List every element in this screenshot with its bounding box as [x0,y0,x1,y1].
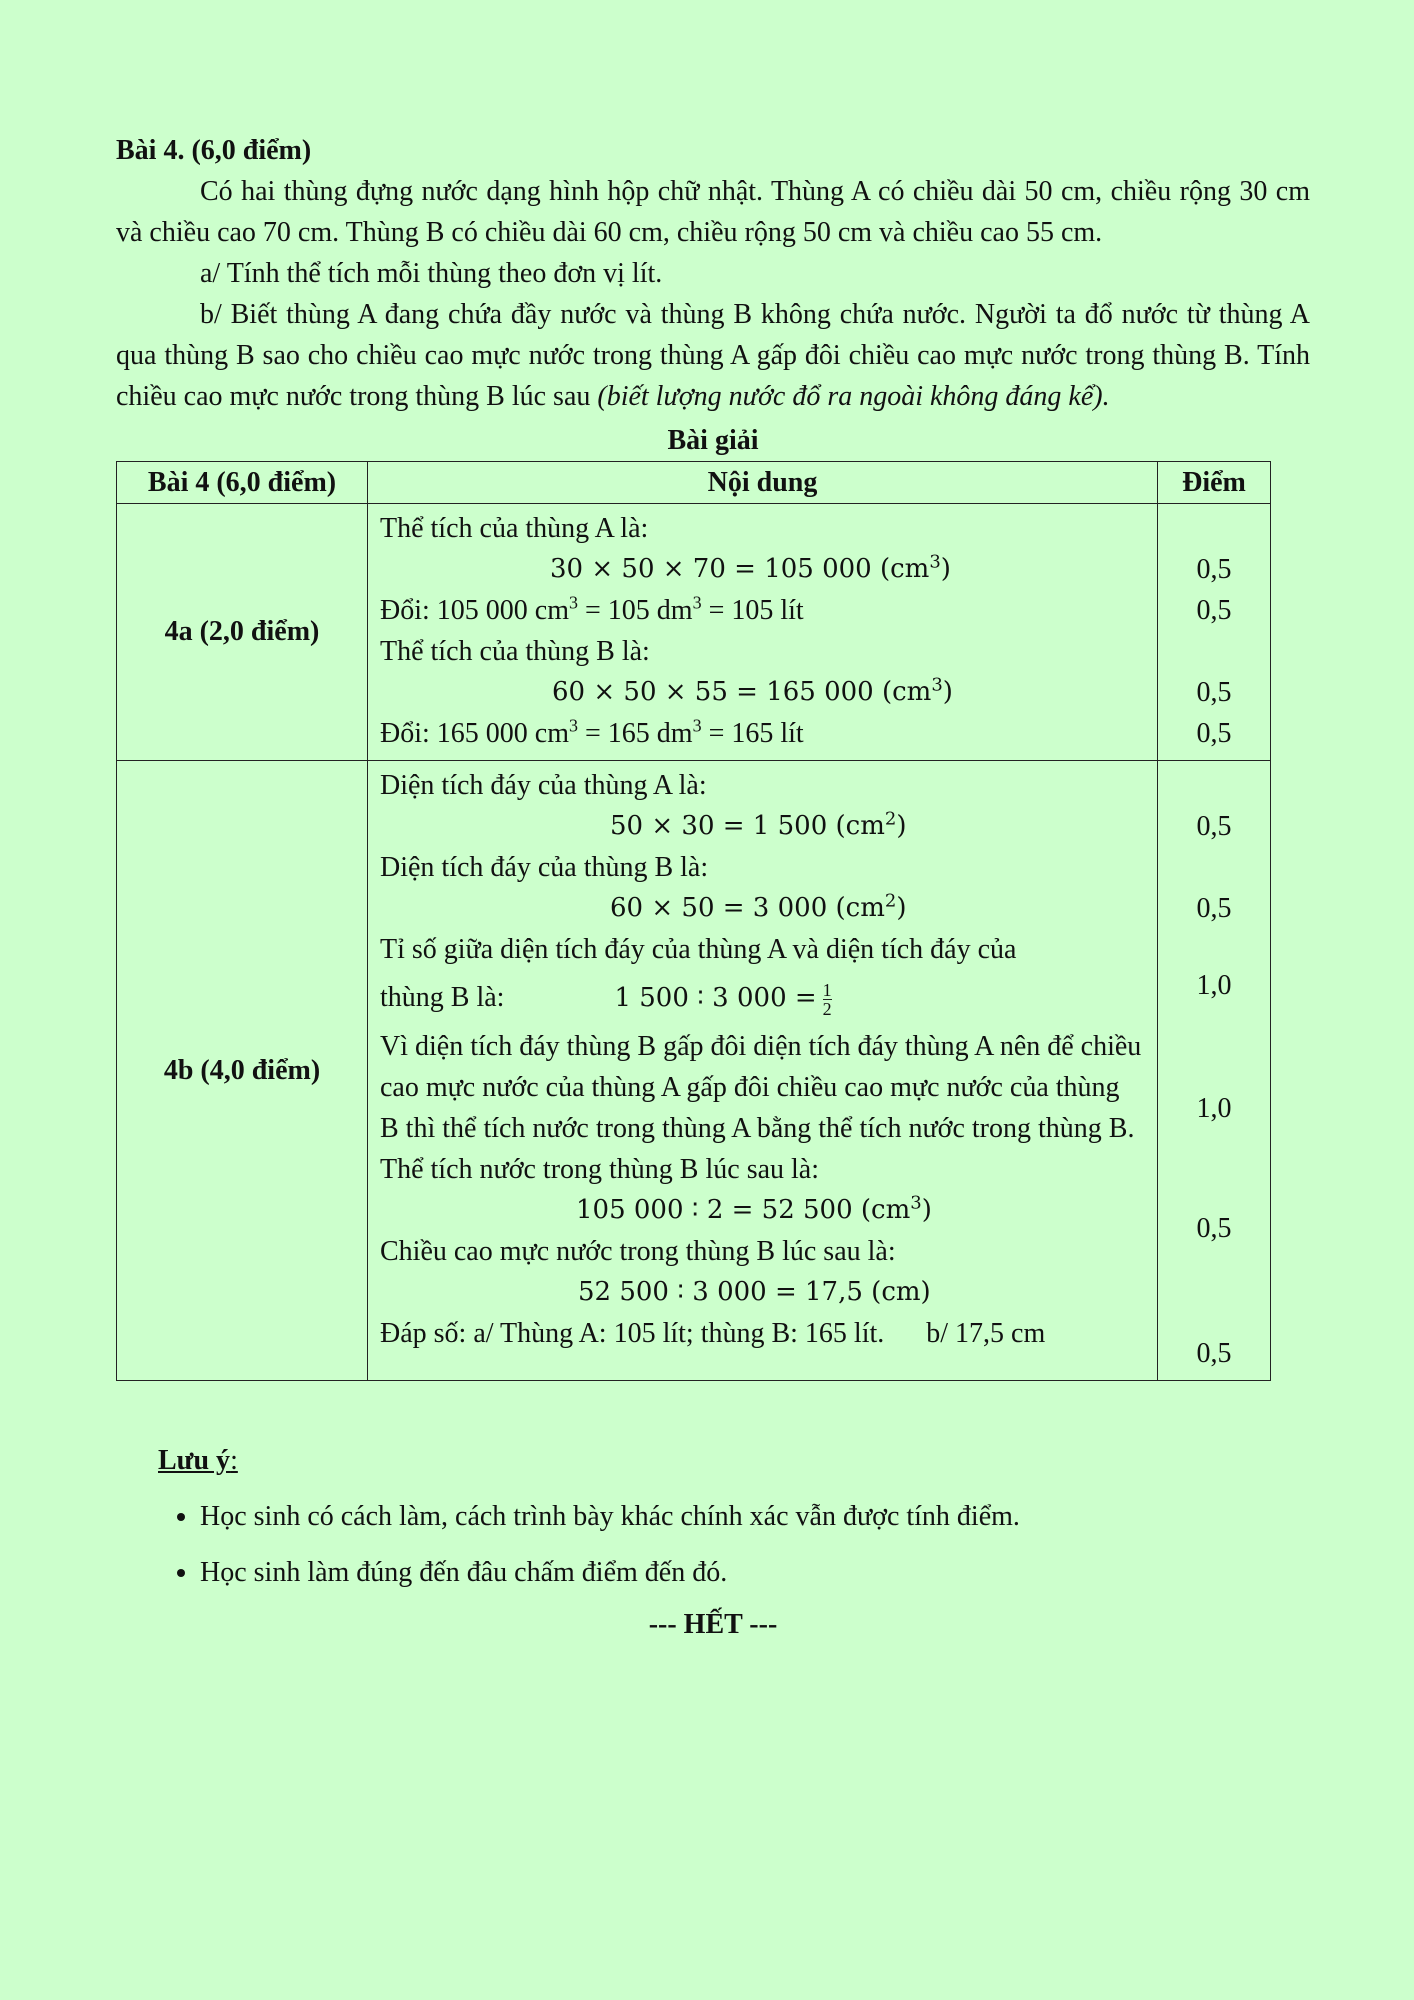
score-value: 0,5 [1196,595,1232,626]
superscript: 3 [910,1192,922,1214]
row-b-answer [380,1313,1145,1354]
row-b-line: Chiều cao mực nước trong thùng B lúc sau là: [380,1236,896,1267]
answer-b: b/ 17,5 cm [926,1318,1046,1349]
superscript: 3 [569,715,578,736]
solution-table [116,461,1271,1381]
superscript: 3 [569,592,578,613]
note-colon: : [230,1445,238,1476]
superscript: 2 [884,808,897,830]
score-value: 0,5 [1196,554,1232,585]
table-header-row [117,462,1271,504]
score-value: 0,5 [1196,893,1232,924]
formula-text: 60 × 50 = 3 000 (cm [610,893,885,923]
convert-text: Đổi: 105 000 cm [380,595,569,626]
row-a-formula [380,549,1145,590]
row-a-scores [1158,504,1271,761]
problem-title: Bài 4. (6,0 điểm) [116,135,312,166]
header-content: Nội dung [368,462,1158,504]
row-b-scores [1158,761,1271,1381]
superscript: 3 [931,674,943,696]
formula-close: ) [942,677,953,707]
document-page [116,130,1310,1641]
row-b-line: Tỉ số giữa diện tích đáy của thùng A và diện tích đáy của [380,934,1017,965]
solution-title: Bài giải [667,425,759,456]
score-value: 0,5 [1196,718,1232,749]
note-heading [158,1441,1310,1481]
row-b-label: 4b (4,0 điểm) [117,761,368,1381]
formula-text: 105 000 ∶ 2 = 52 500 (cm [576,1195,911,1225]
row-a-convert [380,713,1145,754]
row-b-line: Diện tích đáy của thùng A là: [380,770,707,801]
convert-text: = 165 lít [701,718,804,749]
row-a-formula [380,672,1145,713]
answer-a: Đáp số: a/ Thùng A: 105 lít; thùng B: 165 lít. [380,1318,885,1349]
problem-part-b-text: b/ Biết thùng A đang chứa đầy nước và thùng B không chứa nước. Người ta đổ nước từ thùng A qua thùng B sao cho chiều cao mực nước trong thùng A gấp đôi chiều cao mực nước trong thùng B. Tính chiều cao mực nước trong thùng B lúc sau [116,299,1310,412]
note-title: Lưu ý [158,1445,231,1476]
problem-text: Có hai thùng đựng nước dạng hình hộp chữ nhật. Thùng A có chiều dài 50 cm, chiều rộng 30 cm và chiều cao 70 cm. Thùng B có chiều dài 60 cm, chiều rộng 50 cm và chiều cao 55 cm. [116,176,1310,248]
formula-text: 60 × 50 × 55 = 165 000 (cm [552,677,932,707]
end-marker: --- HẾT --- [648,1609,778,1640]
row-a-line: Thể tích của thùng A là: [380,513,649,544]
formula-text: 30 × 50 × 70 = 105 000 (cm [550,554,930,584]
ratio-formula: 1 500 ∶ 3 000 = [614,983,817,1013]
score-value: 0,5 [1196,811,1232,842]
row-b-formula [380,806,1145,847]
row-a-convert [380,590,1145,631]
row-b-formula: 52 500 ∶ 3 000 = 17,5 (cm) [578,1277,931,1307]
list-item: • Học sinh có cách làm, cách trình bày khác chính xác vẫn được tính điểm. [200,1497,1310,1537]
convert-text: = 105 dm [578,595,693,626]
score-value: 0,5 [1196,677,1232,708]
problem-part-b-note: (biết lượng nước đổ ra ngoài không đáng kể). [597,381,1110,412]
fraction-denominator: 2 [822,999,832,1020]
row-a-line: Thể tích của thùng B là: [380,636,650,667]
superscript: 3 [929,551,941,573]
formula-close: ) [940,554,951,584]
row-a-label: 4a (2,0 điểm) [117,504,368,761]
fraction-numerator: 1 [822,980,832,1001]
superscript: 3 [692,592,702,613]
formula-close: ) [921,1195,932,1225]
fraction [823,981,832,1018]
score-value: 0,5 [1196,1338,1232,1369]
formula-text: 50 × 30 = 1 500 (cm [610,811,885,841]
row-a-content [368,504,1158,761]
row-b-explanation: Vì diện tích đáy thùng B gấp đôi diện tích đáy thùng A nên để chiều cao mực nước của thùng A gấp đôi chiều cao mực nước của thùng B thì thể tích nước trong thùng A bằng thể tích nước trong thùng B. [380,1031,1142,1144]
row-b-line: Thể tích nước trong thùng B lúc sau là: [380,1154,820,1185]
table-row [117,504,1271,761]
superscript: 2 [884,890,897,912]
convert-text: Đổi: 165 000 cm [380,718,569,749]
list-item: • Học sinh làm đúng đến đâu chấm điểm đến đó. [200,1553,1310,1593]
formula-close: ) [896,811,907,841]
row-b-formula [380,1190,1145,1231]
problem-part-b [116,294,1310,417]
header-score: Điểm [1158,462,1271,504]
row-b-content [368,761,1158,1381]
score-value: 0,5 [1196,1213,1232,1244]
convert-text: = 165 dm [578,718,693,749]
note-list [116,1497,1310,1593]
row-b-line: Diện tích đáy của thùng B là: [380,852,709,883]
row-b-ratio [380,970,1145,1026]
score-value: 1,0 [1196,1093,1232,1124]
convert-text: = 105 lít [701,595,804,626]
score-value: 1,0 [1196,970,1232,1001]
table-row [117,761,1271,1381]
problem-part-a: a/ Tính thể tích mỗi thùng theo đơn vị lít. [200,258,663,289]
formula-close: ) [896,893,907,923]
ratio-label: thùng B là: [380,982,505,1013]
header-lesson: Bài 4 (6,0 điểm) [117,462,368,504]
superscript: 3 [692,715,702,736]
row-b-formula [380,888,1145,929]
